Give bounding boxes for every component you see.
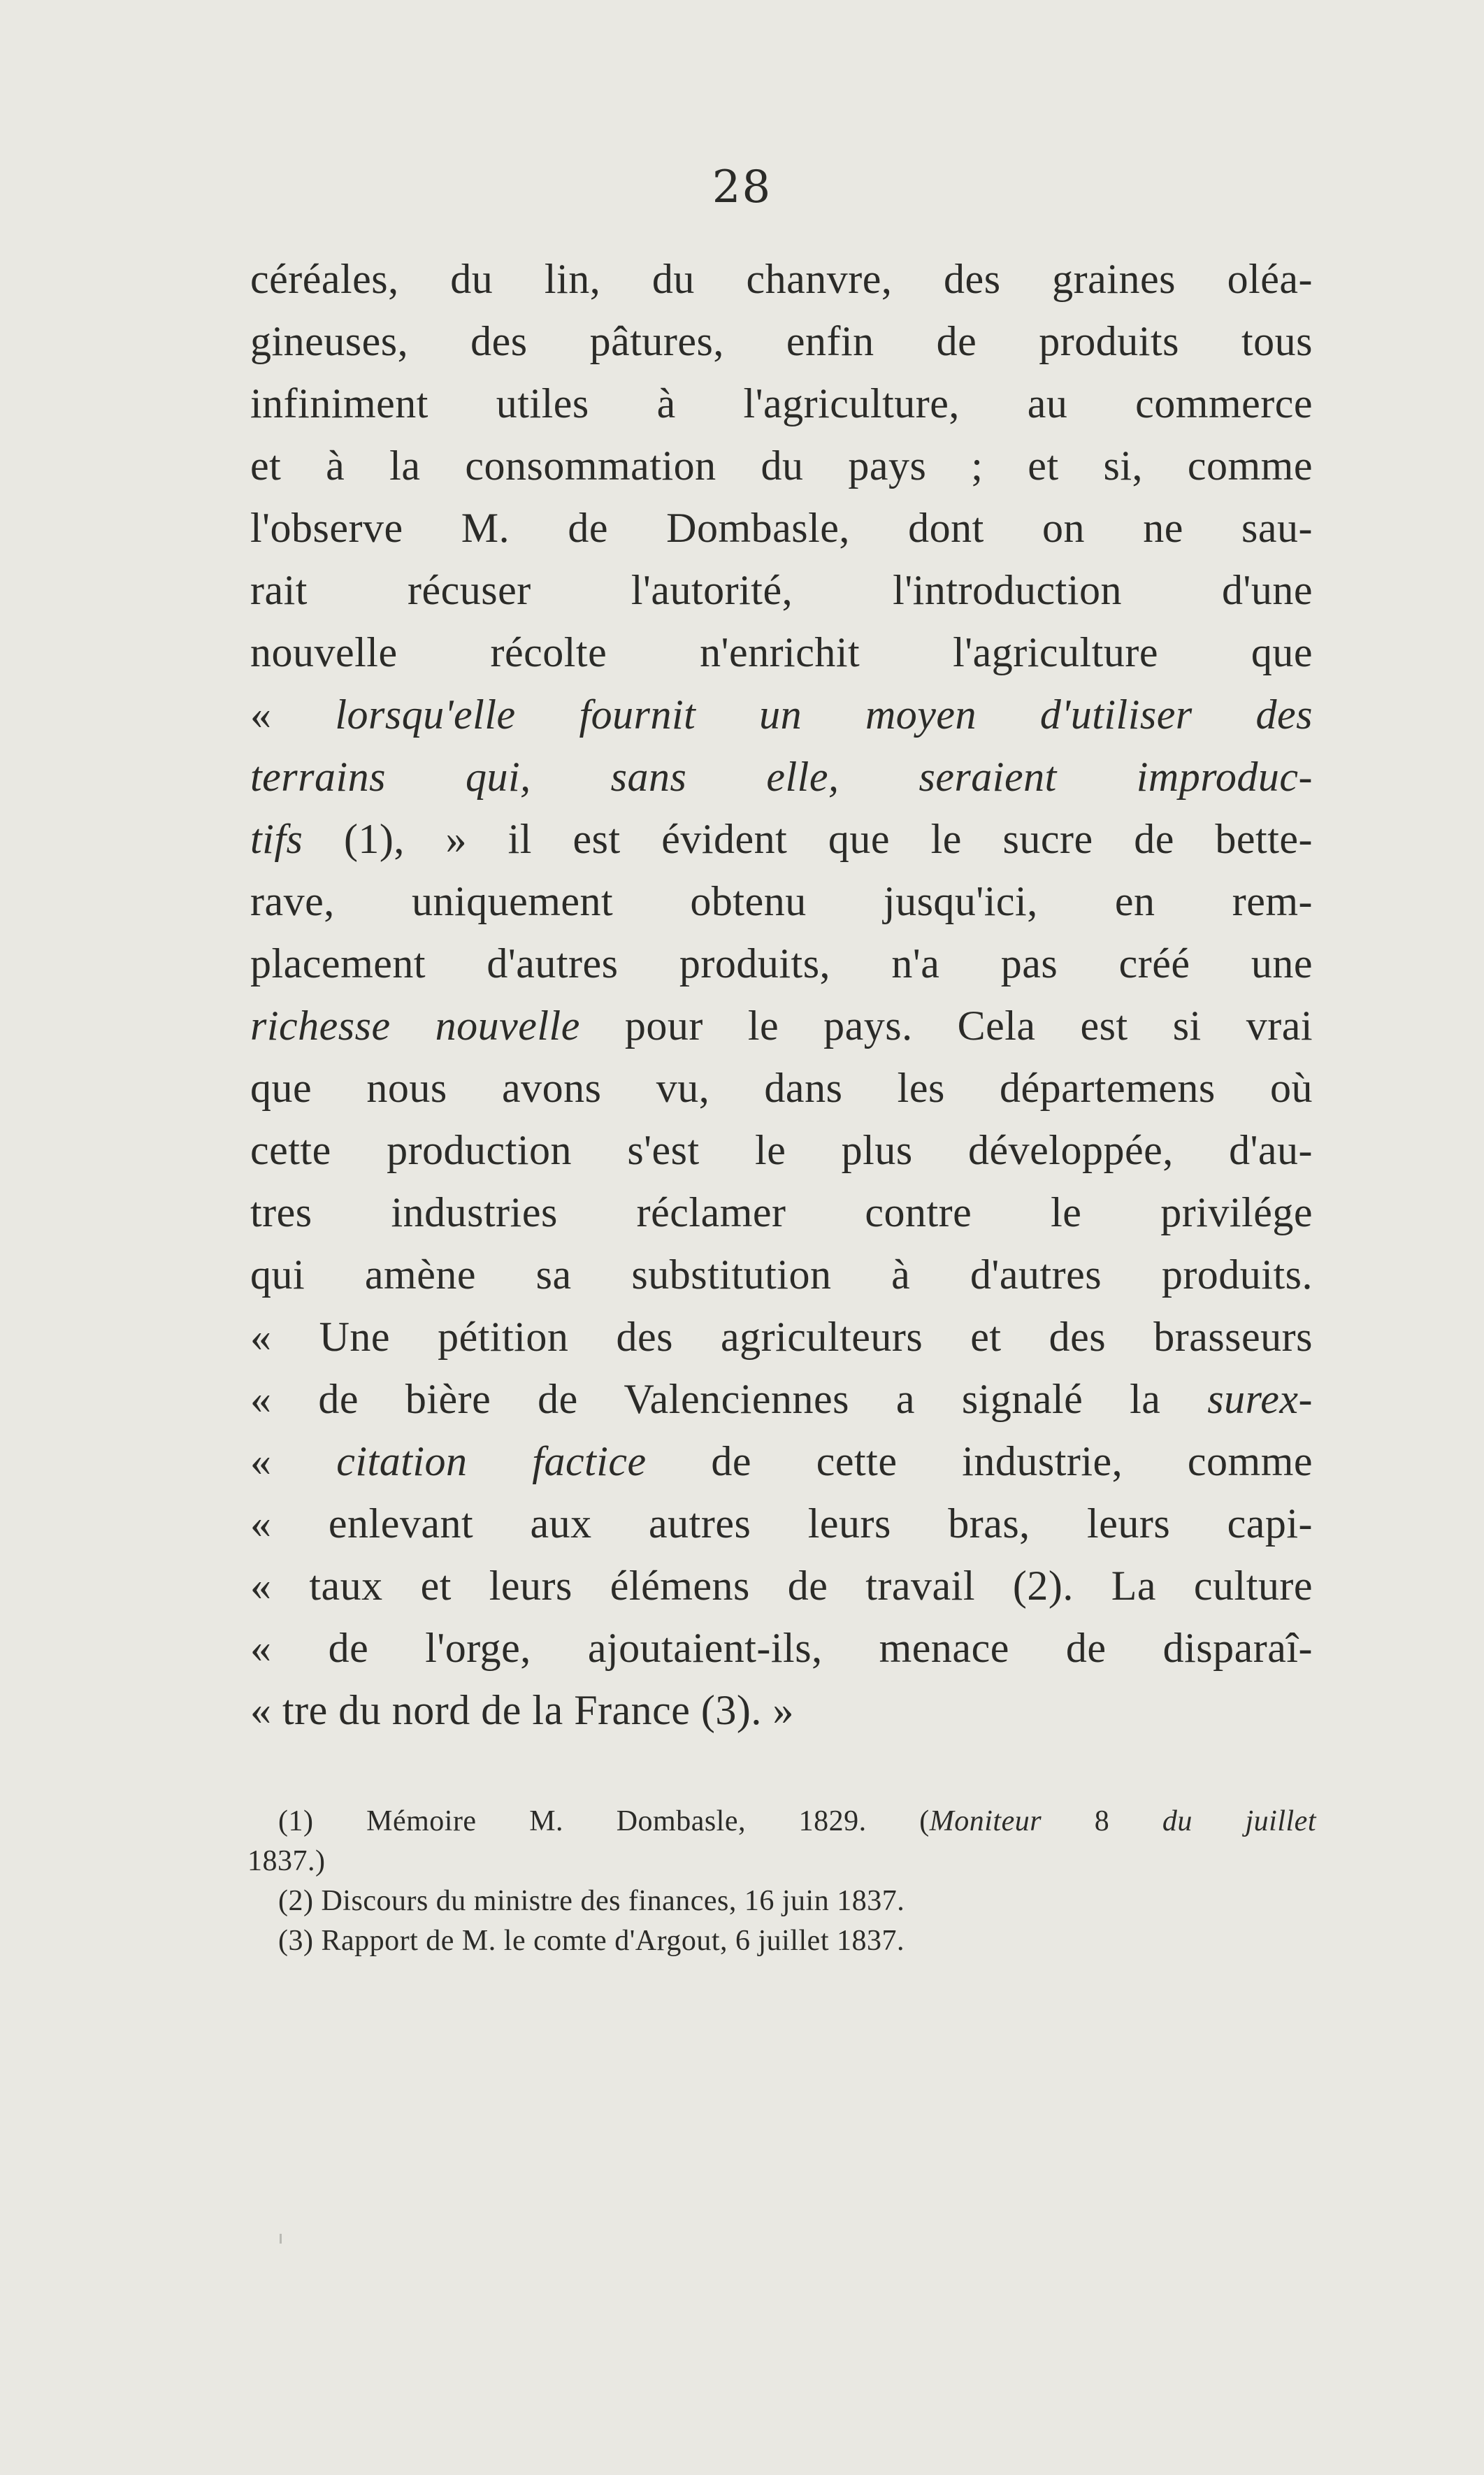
text-segment: qui amène sa substitution à d'autres produits. <box>250 1251 1313 1298</box>
text-line <box>250 995 1313 1057</box>
text-line <box>250 310 1313 373</box>
text-segment: « enlevant aux autres leurs bras, leurs capi- <box>250 1500 1313 1547</box>
text-line <box>250 933 1313 995</box>
text-line <box>250 1430 1313 1493</box>
text-line <box>250 1306 1313 1368</box>
text-line <box>250 808 1313 870</box>
text-line <box>250 559 1313 622</box>
footnotes <box>247 1802 1316 1961</box>
footnote-line <box>247 1842 1316 1881</box>
text-segment: céréales, du lin, du chanvre, des graines oléa- <box>250 256 1313 302</box>
footnote-line <box>278 1802 1316 1842</box>
text-line <box>250 622 1313 684</box>
italic-segment: richesse nouvelle <box>250 1003 580 1049</box>
text-segment: (1), » il est évident que le sucre de bette- <box>303 816 1313 862</box>
italic-segment: terrains qui, sans elle, seraient improduc- <box>250 754 1313 800</box>
text-segment: tres industries réclamer contre le privilége <box>250 1189 1313 1235</box>
stray-mark <box>280 2234 282 2244</box>
italic-segment: surex- <box>1207 1376 1313 1422</box>
body-text <box>250 248 1313 1742</box>
footnote-line <box>278 1881 1316 1921</box>
text-segment: « tre du nord de la France (3). » <box>250 1687 794 1733</box>
text-line <box>250 746 1313 808</box>
italic-segment: tifs <box>250 816 303 862</box>
text-segment: (3) Rapport de M. le comte d'Argout, 6 juillet 1837. <box>278 1925 905 1957</box>
text-line <box>250 1182 1313 1244</box>
page-number: 28 <box>712 162 772 213</box>
text-segment: pour le pays. Cela est si vrai <box>579 1003 1313 1049</box>
text-segment: que nous avons vu, dans les départemens où <box>250 1065 1313 1111</box>
text-segment: nouvelle récolte n'enrichit l'agriculture que <box>250 629 1313 675</box>
text-segment: infiniment utiles à l'agriculture, au commerce <box>250 380 1313 426</box>
text-line <box>250 1368 1313 1430</box>
text-line <box>250 1057 1313 1119</box>
text-segment: « <box>250 1438 337 1484</box>
text-segment: « de bière de Valenciennes a signalé la <box>250 1376 1208 1422</box>
text-segment: « <box>250 691 336 738</box>
text-segment: 1837.) <box>247 1845 326 1877</box>
text-line <box>250 1679 1313 1742</box>
text-segment: rave, uniquement obtenu jusqu'ici, en rem- <box>250 878 1313 924</box>
text-line <box>250 870 1313 933</box>
footnote-line <box>278 1921 1316 1961</box>
text-segment: gineuses, des pâtures, enfin de produits tous <box>250 318 1313 364</box>
italic-segment: Moniteur <box>929 1805 1042 1837</box>
italic-segment: lorsqu'elle fournit un moyen d'utiliser des <box>335 691 1313 738</box>
text-segment: 8 <box>1042 1805 1162 1837</box>
italic-segment: du juillet <box>1162 1805 1316 1837</box>
text-line <box>250 1493 1313 1555</box>
text-segment: « taux et leurs élémens de travail (2). La culture <box>250 1563 1313 1609</box>
text-line <box>250 497 1313 559</box>
text-segment: placement d'autres produits, n'a pas créé une <box>250 940 1313 987</box>
text-line <box>250 1555 1313 1617</box>
text-line <box>250 1617 1313 1679</box>
text-line <box>250 1119 1313 1182</box>
text-line <box>250 1244 1313 1306</box>
text-segment: « de l'orge, ajoutaient-ils, menace de disparaî- <box>250 1625 1313 1671</box>
text-line <box>250 373 1313 435</box>
text-segment: de cette industrie, comme <box>646 1438 1313 1484</box>
text-segment: « Une pétition des agriculteurs et des brasseurs <box>250 1314 1313 1360</box>
text-segment: rait récuser l'autorité, l'introduction d'une <box>250 567 1313 613</box>
text-line <box>250 684 1313 746</box>
text-segment: cette production s'est le plus développée, d'au- <box>250 1127 1313 1173</box>
text-line <box>250 248 1313 310</box>
italic-segment: citation factice <box>336 1438 647 1484</box>
text-segment: l'observe M. de Dombasle, dont on ne sau- <box>250 505 1313 551</box>
text-segment: (1) Mémoire M. Dombasle, 1829. ( <box>278 1805 930 1837</box>
text-segment: (2) Discours du ministre des finances, 16 juin 1837. <box>278 1885 905 1917</box>
text-line <box>250 435 1313 497</box>
text-segment: et à la consommation du pays ; et si, comme <box>250 443 1313 489</box>
